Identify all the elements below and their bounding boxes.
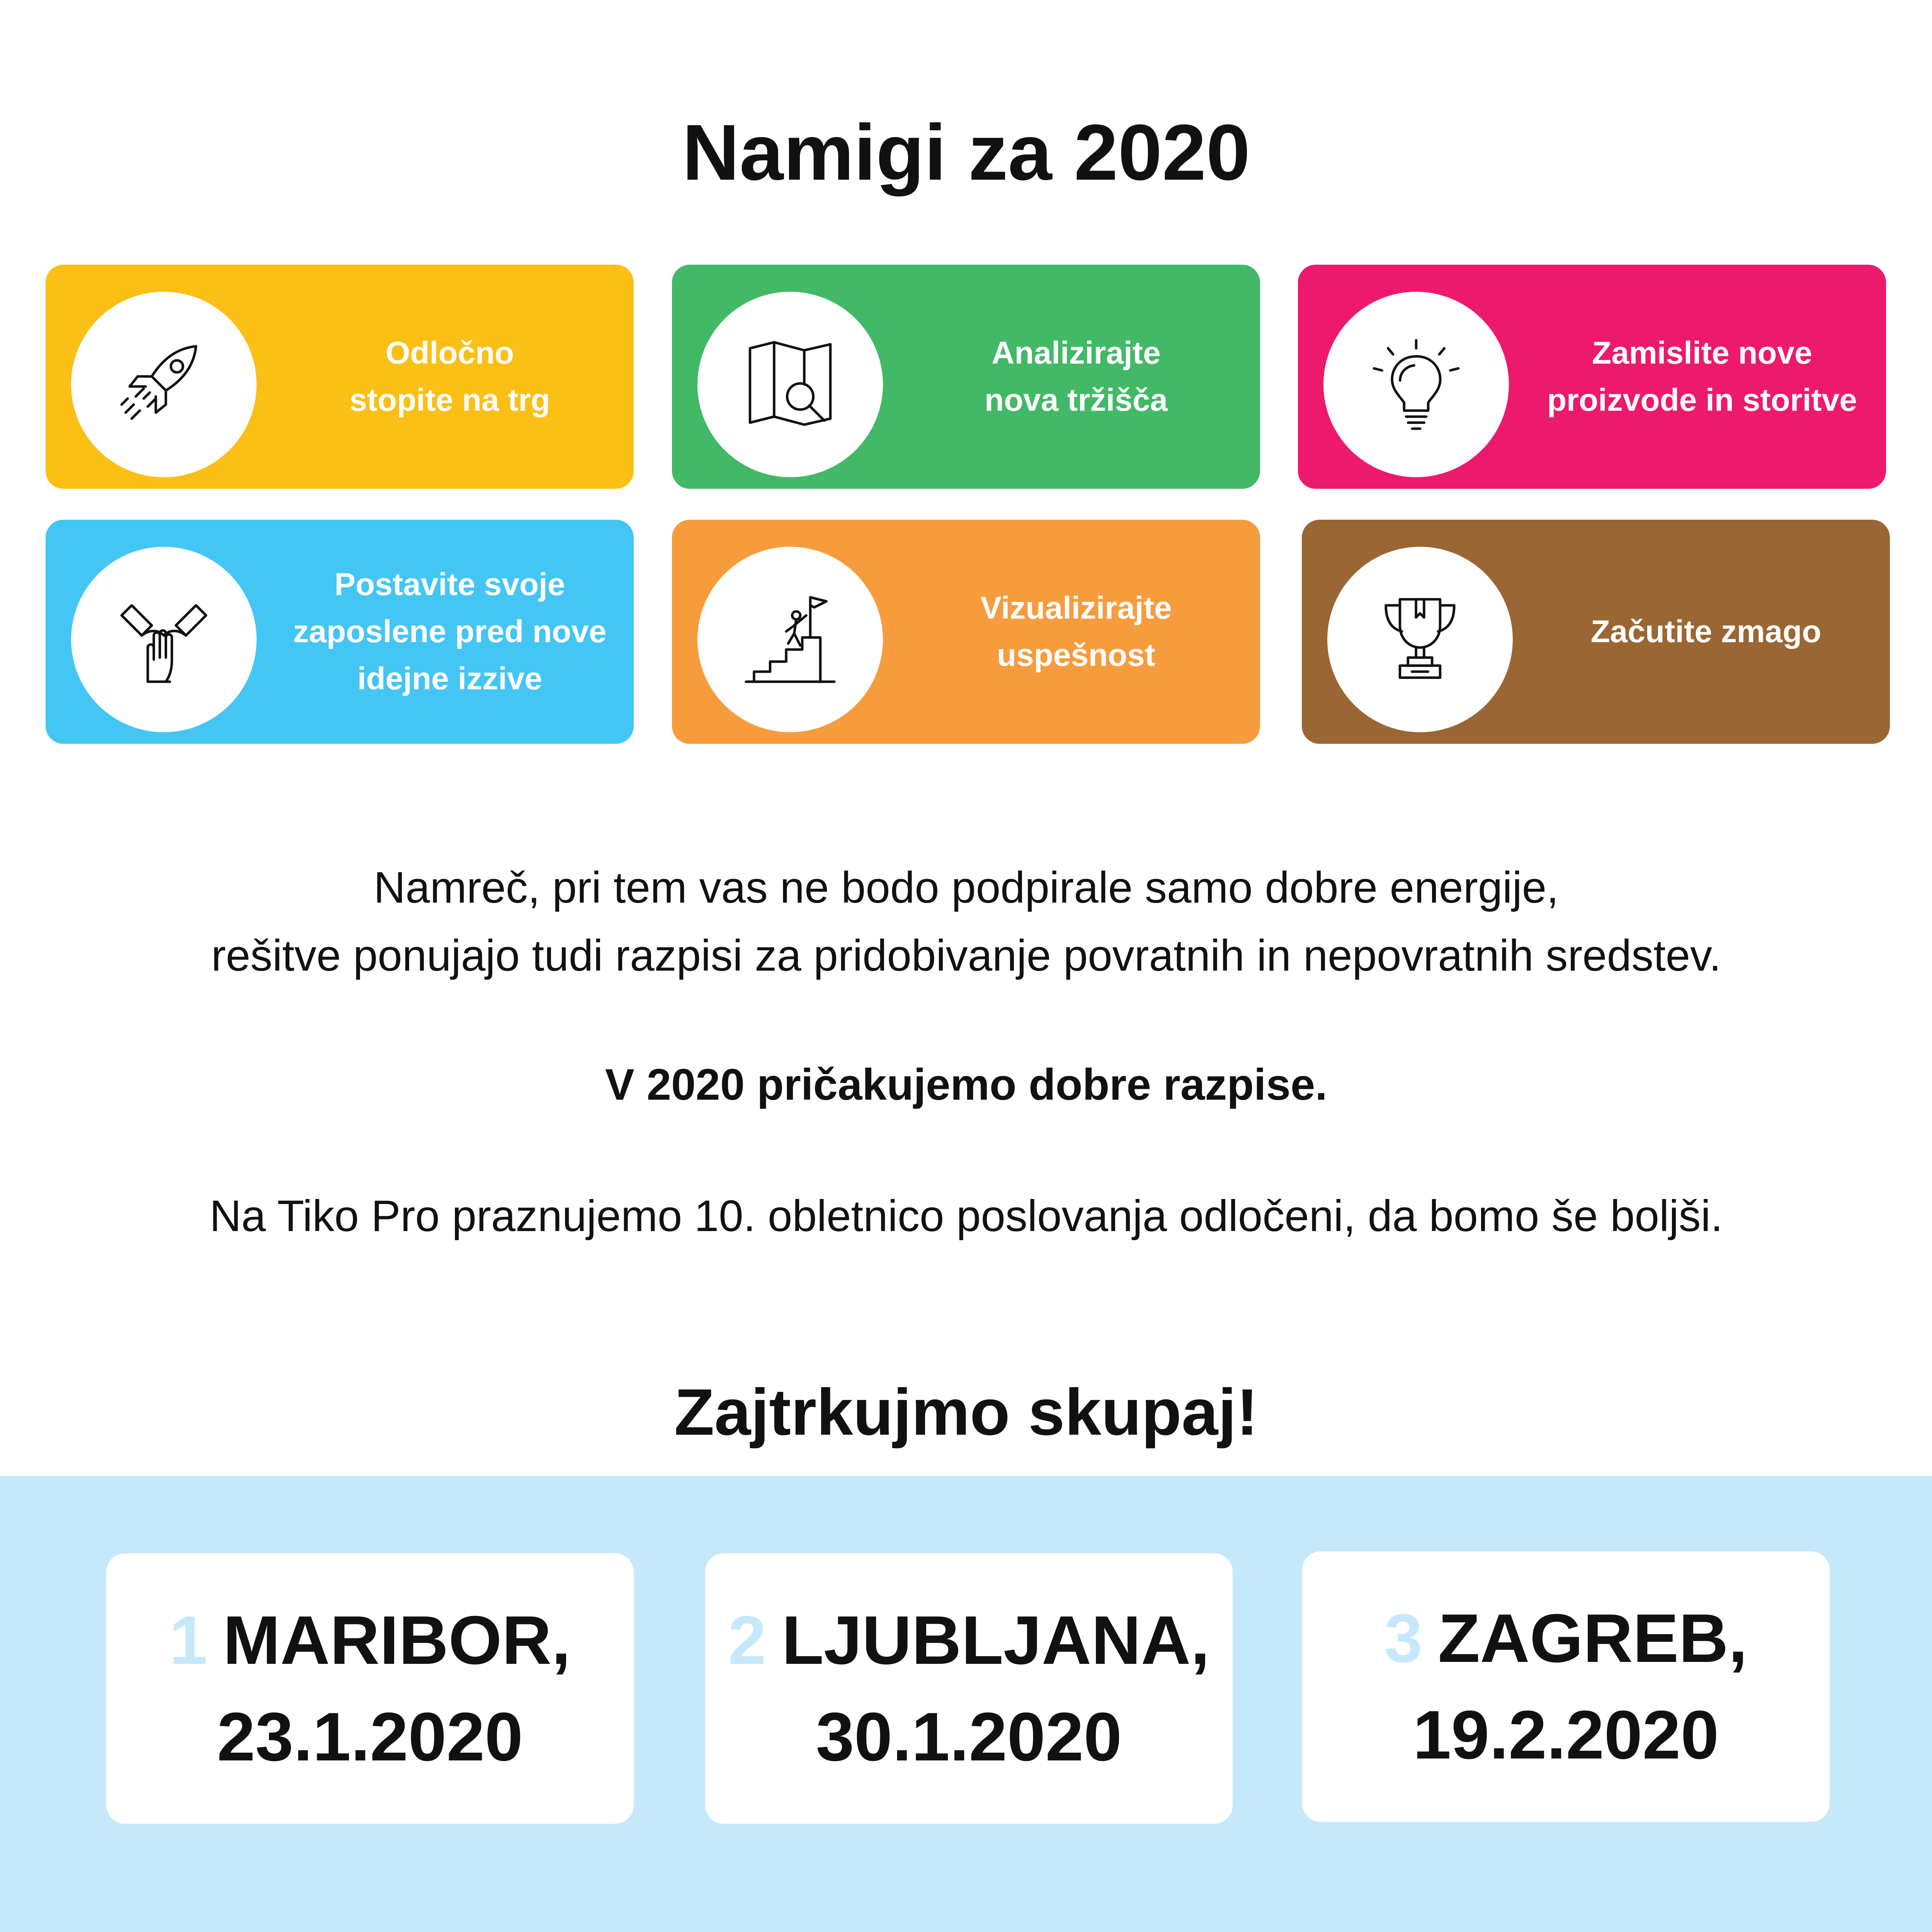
trophy-icon bbox=[1370, 589, 1470, 690]
event-card-maribor bbox=[106, 1553, 634, 1824]
event-card-ljubljana bbox=[705, 1553, 1233, 1824]
event-card-zagreb bbox=[1302, 1551, 1830, 1822]
event-city-line bbox=[169, 1592, 571, 1689]
tile-label: Odločno stopite na trg bbox=[349, 335, 550, 418]
event-city-line bbox=[1384, 1590, 1748, 1687]
event-date: 23.1.2020 bbox=[217, 1698, 523, 1775]
event-city-line bbox=[728, 1592, 1210, 1689]
event-city: LJUBLJANA, bbox=[782, 1602, 1210, 1679]
event-date: 30.1.2020 bbox=[816, 1698, 1122, 1775]
tile-label: Začutite zmago bbox=[1590, 614, 1821, 649]
rocket-icon bbox=[114, 334, 214, 435]
tile-icon-circle bbox=[697, 292, 883, 477]
intro-line-1: Namreč, pri tem vas ne bodo podpirale samo dobre energije, bbox=[374, 863, 1559, 912]
tile-label: Zamislite nove proizvode in storitve bbox=[1547, 335, 1857, 418]
tile-icon-circle bbox=[1327, 547, 1513, 732]
event-number: 2 bbox=[728, 1602, 767, 1679]
team-hands-icon bbox=[114, 589, 214, 690]
anniversary-statement: Na Tiko Pro praznujemo 10. obletnico poslovanja odločeni, da bomo še boljši. bbox=[209, 1192, 1723, 1241]
tile-label: Vizualizirajte uspešnost bbox=[980, 590, 1172, 673]
event-number: 1 bbox=[169, 1602, 208, 1679]
tile-feel-victory bbox=[1302, 520, 1890, 744]
tile-label: Analizirajte nova tržišča bbox=[985, 335, 1168, 418]
event-date: 19.2.2020 bbox=[1413, 1696, 1719, 1773]
climb-flag-icon bbox=[740, 589, 840, 690]
tile-new-products bbox=[1298, 265, 1886, 489]
tile-visualize-success bbox=[672, 520, 1260, 744]
tile-analyze-markets bbox=[672, 265, 1260, 489]
breakfast-heading: Zajtrkujmo skupaj! bbox=[674, 1376, 1259, 1449]
intro-line-2: rešitve ponujajo tudi razpisi za pridobivanje povratnih in nepovratnih sredstev. bbox=[211, 931, 1721, 980]
lightbulb-icon bbox=[1366, 334, 1466, 435]
tile-employee-challenges bbox=[46, 520, 634, 744]
page-title: Namigi za 2020 bbox=[682, 108, 1250, 197]
tile-icon-circle bbox=[697, 547, 883, 732]
tile-enter-market bbox=[46, 265, 634, 489]
event-city: MARIBOR, bbox=[223, 1602, 571, 1679]
tile-icon-circle bbox=[71, 292, 257, 477]
event-number: 3 bbox=[1384, 1600, 1423, 1677]
map-search-icon bbox=[740, 334, 840, 435]
tile-label: Postavite svoje zaposlene pred nove idejne izzive bbox=[293, 567, 607, 696]
tile-icon-circle bbox=[1323, 292, 1509, 477]
event-city: ZAGREB, bbox=[1438, 1600, 1748, 1677]
tile-icon-circle bbox=[71, 547, 257, 732]
tenders-statement: V 2020 pričakujemo dobre razpise. bbox=[605, 1060, 1328, 1109]
